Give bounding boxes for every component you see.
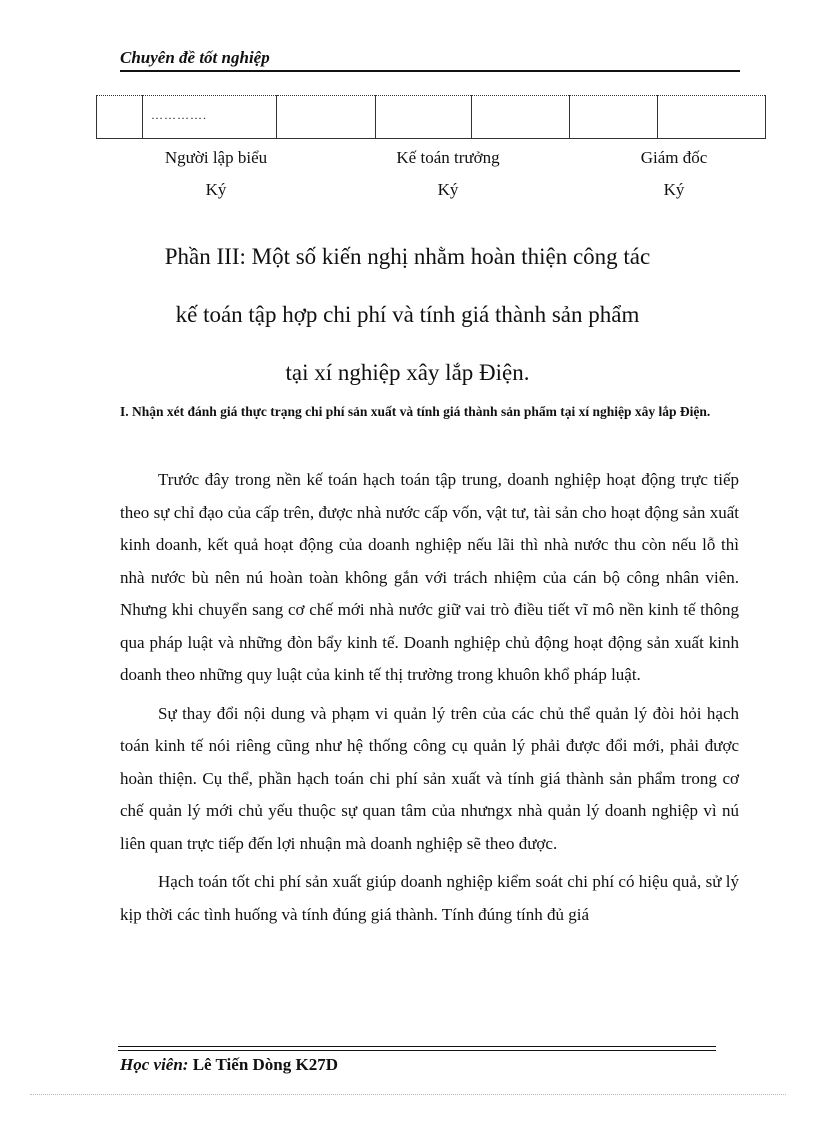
- table-cell-dots: ………….: [143, 96, 277, 139]
- table-cell: [376, 96, 472, 139]
- part-title-line: tại xí nghiệp xây lắp Điện.: [285, 360, 530, 385]
- footer-divider: [118, 1046, 716, 1051]
- signer-sign: Ký: [205, 180, 227, 199]
- signer-chief-accountant: [348, 148, 548, 200]
- section-heading: I. Nhận xét đánh giá thực trạng chi phí sản xuất và tính giá thành sản phẩm tại xí nghiệp xây lắp Điện.: [120, 404, 711, 419]
- summary-table-row: [96, 95, 766, 139]
- part-title-line: Phần III: Một số kiến nghị nhằm hoàn thiện công tác: [164, 244, 651, 269]
- page-footer: [120, 1055, 338, 1075]
- signer-role: Người lập biểu: [164, 148, 268, 167]
- signer-sign: Ký: [437, 180, 459, 199]
- table-row: [97, 96, 766, 139]
- table-cell: [277, 96, 376, 139]
- body-text: [120, 464, 739, 937]
- footer-author: Lê Tiến Dòng K27D: [192, 1055, 339, 1074]
- signer-sign: Ký: [663, 180, 685, 199]
- table-cell: [97, 96, 143, 139]
- page-bottom-border: [30, 1094, 786, 1095]
- page-header: [120, 48, 740, 72]
- signer-preparer: [116, 148, 316, 200]
- footer-label: Học viên:: [120, 1055, 189, 1074]
- paragraph: Hạch toán tốt chi phí sản xuất giúp doanh nghiệp kiểm soát chi phí có hiệu quả, sử lý kịp thời các tình huống và tính đúng giá thành. Tính đúng tính đủ giá: [120, 872, 739, 924]
- header-title: Chuyên đề tốt nghiệp: [120, 48, 270, 67]
- table-cell: [658, 96, 766, 139]
- table-cell: [472, 96, 570, 139]
- signature-block: [0, 148, 816, 218]
- signer-role: Giám đốc: [640, 148, 708, 167]
- paragraph: Sự thay đổi nội dung và phạm vi quản lý trên của các chủ thể quản lý đòi hỏi hạch toán kinh tế nói riêng cũng như hệ thống công cụ quản lý phải được đổi mới, phải được hoàn thiện. Cụ thể, phần hạch toán chi phí sản xuất và tính giá thành sản phẩm trong cơ chế quản lý mới chủ yếu thuộc sự quan tâm của nhưngx nhà quản lý doanh nghiệp vì nú liên quan trực tiếp đến lợi nhuận mà doanh nghiệp sẽ theo được.: [120, 703, 739, 853]
- table-cell: [570, 96, 658, 139]
- paragraph: Trước đây trong nền kế toán hạch toán tập trung, doanh nghiệp hoạt động trực tiếp theo sự chỉ đạo của cấp trên, được nhà nước cấp vốn, vật tư, tài sản cho hoạt động sản xuất kinh doanh, kết quả hoạt động của doanh nghiệp nếu lãi thì nhà nước thu còn nếu lỗ thì nhà nước bù nên nú hoàn toàn không gắn với trách nhiệm của cán bộ công nhân viên. Nhưng khi chuyển sang cơ chế mới nhà nước giữ vai trò điều tiết vĩ mô nền kinh tế thông qua pháp luật và những đòn bẩy kinh tế. Doanh nghiệp chủ động hoạt động sản xuất kinh doanh theo những quy luật của kinh tế thị trường trong khuôn khổ pháp luật.: [120, 470, 739, 684]
- part-title-line: kế toán tập hợp chi phí và tính giá thành sản phẩm: [175, 302, 640, 327]
- signer-role: Kế toán trưởng: [396, 148, 500, 167]
- signer-director: [574, 148, 774, 200]
- part-title: [100, 228, 715, 402]
